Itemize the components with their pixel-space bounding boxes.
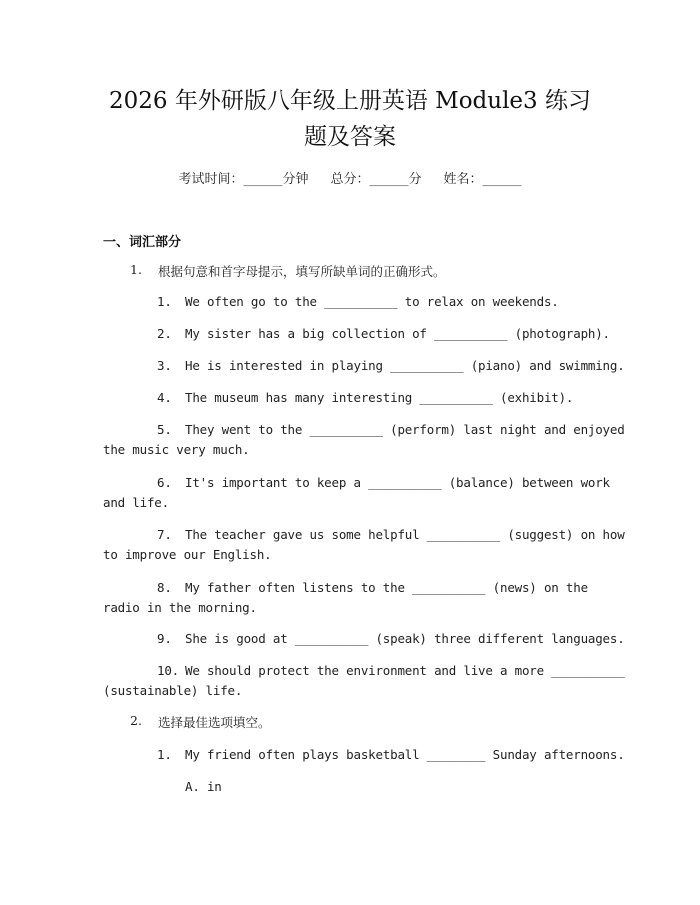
question-text: My father often listens to the __________ (news) on the: [185, 580, 588, 595]
question-text: We should protect the environment and live a more __________: [185, 663, 625, 678]
question-number: 10.: [157, 663, 179, 678]
question-number: 5.: [157, 422, 172, 437]
part1-instruction: 根据句意和首字母提示，填写所缺单词的正确形式。: [158, 264, 446, 279]
document-title-line1: 2026 年外研版八年级上册英语 Module3 练习: [108, 88, 591, 114]
section-heading-vocabulary: 一、词汇部分: [103, 235, 182, 250]
name-label: 姓名：______: [443, 172, 522, 187]
exam-meta: [0, 168, 700, 187]
question-text-continued: (sustainable) life.: [103, 683, 243, 698]
total-score-label: 总分：______分: [330, 172, 422, 187]
question-text-continued: and life.: [103, 495, 169, 510]
question-number: 4.: [157, 390, 172, 405]
question-number: 2.: [157, 326, 172, 341]
question-text: My sister has a big collection of __________ (photograph).: [185, 326, 610, 341]
part2-instruction: 选择最佳选项填空。: [158, 715, 271, 730]
question-text: He is interested in playing __________ (piano) and swimming.: [185, 358, 625, 373]
question-text: It's important to keep a __________ (balance) between work: [185, 475, 610, 490]
question-text-continued: radio in the morning.: [103, 600, 257, 615]
question-text: My friend often plays basketball ________ Sunday afternoons.: [185, 747, 625, 762]
question-text: She is good at __________ (speak) three different languages.: [185, 631, 625, 646]
question-text: We often go to the __________ to relax on weekends.: [185, 294, 559, 309]
document-title-line2: 题及答案: [304, 124, 396, 150]
exam-time-label: 考试时间：______分钟: [178, 172, 309, 187]
part2-number: 2.: [130, 713, 142, 728]
question-number: 1.: [157, 747, 172, 762]
question-number: 3.: [157, 358, 172, 373]
question-text-continued: the music very much.: [103, 442, 250, 457]
part1-number: 1.: [130, 262, 142, 277]
question-number: 1.: [157, 294, 172, 309]
question-number: 6.: [157, 475, 172, 490]
question-text: The teacher gave us some helpful __________ (suggest) on how: [185, 527, 625, 542]
question-text-continued: to improve our English.: [103, 547, 272, 562]
question-number: 8.: [157, 580, 172, 595]
question-number: 9.: [157, 631, 172, 646]
question-text: They went to the __________ (perform) last night and enjoyed: [185, 422, 625, 437]
question-text: The museum has many interesting __________ (exhibit).: [185, 390, 574, 405]
question-number: 7.: [157, 527, 172, 542]
option-a: A. in: [185, 779, 222, 794]
